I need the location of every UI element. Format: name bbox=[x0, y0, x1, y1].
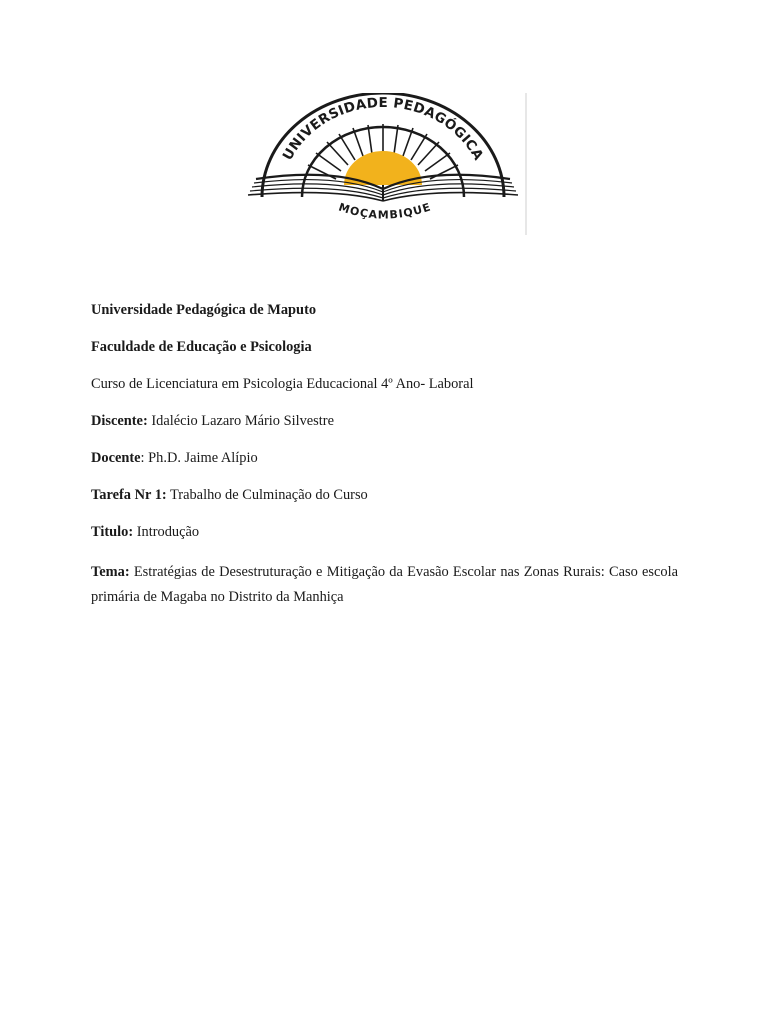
discente-label: Discente: bbox=[91, 413, 148, 429]
tarefa-line bbox=[91, 486, 368, 504]
logo-bottom-text: MOÇAMBIQUE bbox=[336, 200, 433, 222]
logo-graphic bbox=[240, 93, 527, 235]
docente-value: : Ph.D. Jaime Alípio bbox=[140, 450, 258, 466]
discente-line bbox=[91, 412, 334, 430]
titulo-line bbox=[91, 523, 199, 541]
docente-label: Docente bbox=[91, 450, 141, 466]
discente-value: Idalécio Lazaro Mário Silvestre bbox=[147, 413, 334, 429]
course-name: Curso de Licenciatura em Psicologia Educacional 4º Ano- Laboral bbox=[91, 376, 474, 392]
tema-paragraph bbox=[91, 560, 678, 610]
logo-top-text: UNIVERSIDADE PEDAGÓGICA bbox=[279, 94, 487, 164]
tarefa-label: Tarefa Nr 1: bbox=[91, 487, 167, 503]
university-name: Universidade Pedagógica de Maputo bbox=[91, 302, 317, 318]
docente-line bbox=[91, 449, 258, 467]
faculty-name: Faculdade de Educação e Psicologia bbox=[91, 339, 312, 355]
titulo-label: Titulo: bbox=[91, 524, 134, 540]
titulo-value: Introdução bbox=[133, 524, 200, 540]
tema-label: Tema: bbox=[91, 564, 130, 580]
university-logo bbox=[240, 93, 527, 235]
tema-value: Estratégias de Desestruturação e Mitigação da Evasão Escolar nas Zonas Rurais: Caso escola primária de Magaba no Distrito da Manhiça bbox=[91, 564, 678, 605]
tarefa-value: Trabalho de Culminação do Curso bbox=[166, 487, 368, 503]
